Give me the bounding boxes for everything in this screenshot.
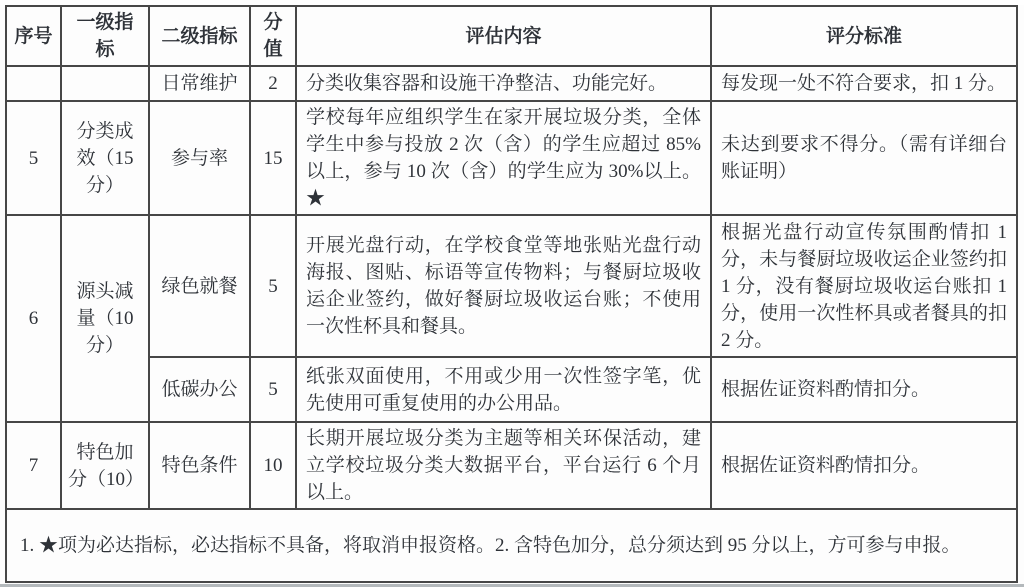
cell-standard: 每发现一处不符合要求，扣 1 分。	[711, 66, 1017, 101]
footnote-text: 1. ★项为必达指标，必达指标不具备，将取消申报资格。2. 含特色加分，总分须达到 95 分以上，方可参与申报。	[6, 509, 1017, 582]
cell-score: 15	[250, 101, 296, 215]
cell-seq: 5	[6, 101, 61, 215]
cell-level1-indicator: 特色加分（10）	[61, 422, 149, 509]
header-content: 评估内容	[296, 6, 711, 66]
header-seq: 序号	[6, 6, 61, 66]
cell-content: 纸张双面使用，不用或少用一次性签字笔，优先使用可重复使用的办公用品。	[296, 357, 711, 422]
cell-content: 分类收集容器和设施干净整洁、功能完好。	[296, 66, 711, 101]
table-row-participation-rate	[6, 101, 1017, 215]
cell-seq: 6	[6, 215, 61, 422]
cell-standard: 根据光盘行动宣传氛围酌情扣 1 分，未与餐厨垃圾收运企业签约扣 1 分，没有餐厨垃圾收运台账扣 1 分，使用一次性杯具或者餐具的扣 2 分。	[711, 215, 1017, 357]
table-header-row	[6, 6, 1017, 66]
table-row-daily-maintenance	[6, 66, 1017, 101]
scanned-document-page	[0, 5, 1024, 587]
table-row-green-dining	[6, 215, 1017, 357]
cell-level2-indicator: 特色条件	[149, 422, 250, 509]
cell-score: 10	[250, 422, 296, 509]
cell-level2-indicator: 低碳办公	[149, 357, 250, 422]
cell-score: 5	[250, 215, 296, 357]
cell-level2-indicator: 绿色就餐	[149, 215, 250, 357]
cell-seq	[6, 66, 61, 101]
cell-level1-indicator: 源头减量（10 分）	[61, 215, 149, 422]
cell-standard: 未达到要求不得分。（需有详细台账证明）	[711, 101, 1017, 215]
header-level2-indicator: 二级指标	[149, 6, 250, 66]
cell-content: 长期开展垃圾分类为主题等相关环保活动，建立学校垃圾分类大数据平台，平台运行 6 个月以上。	[296, 422, 711, 509]
cell-content: 学校每年应组织学生在家开展垃圾分类，全体学生中参与投放 2 次（含）的学生应超过 85%以上，参与 10 次（含）的学生应为 30%以上。★	[296, 101, 711, 215]
cell-score: 2	[250, 66, 296, 101]
cell-seq: 7	[6, 422, 61, 509]
evaluation-criteria-table	[5, 5, 1018, 583]
header-standard: 评分标准	[711, 6, 1017, 66]
header-score: 分值	[250, 6, 296, 66]
cell-score: 5	[250, 357, 296, 422]
cell-level2-indicator: 日常维护	[149, 66, 250, 101]
cell-standard: 根据佐证资料酌情扣分。	[711, 357, 1017, 422]
cell-level1-indicator	[61, 66, 149, 101]
cell-level1-indicator: 分类成效（15 分）	[61, 101, 149, 215]
cell-standard: 根据佐证资料酌情扣分。	[711, 422, 1017, 509]
footnote-row	[6, 509, 1017, 582]
cell-level2-indicator: 参与率	[149, 101, 250, 215]
table-row-low-carbon-office	[6, 357, 1017, 422]
header-level1-indicator: 一级指标	[61, 6, 149, 66]
table-row-special-bonus	[6, 422, 1017, 509]
cell-content: 开展光盘行动，在学校食堂等地张贴光盘行动海报、图贴、标语等宣传物料；与餐厨垃圾收运企业签约，做好餐厨垃圾收运台账；不使用一次性杯具和餐具。	[296, 215, 711, 357]
